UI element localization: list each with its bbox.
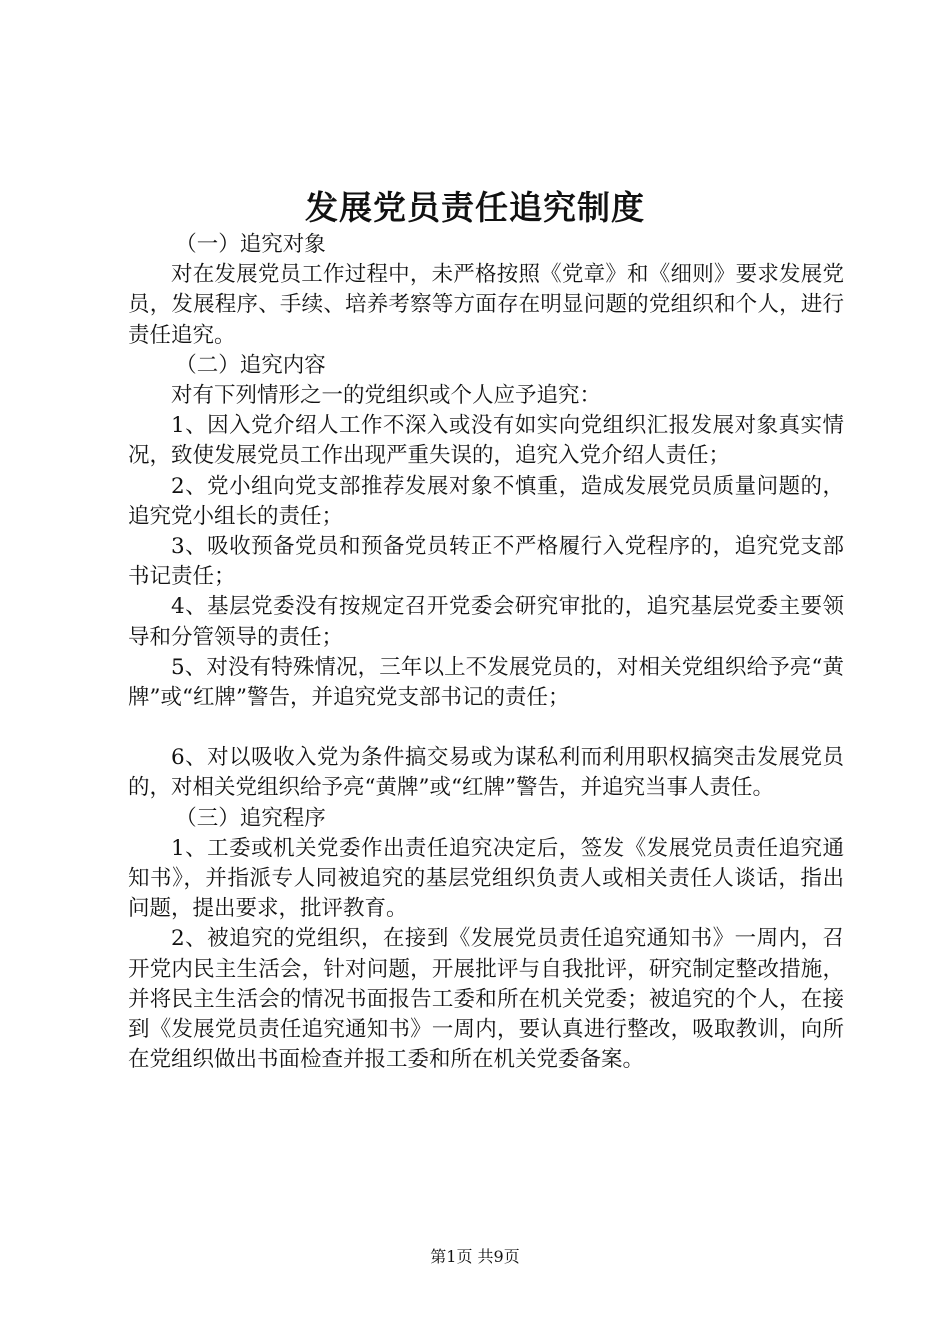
paragraph: 对有下列情形之一的党组织或个人应予追究： [171, 383, 602, 409]
document-body [128, 230, 844, 1075]
section-heading-3: （三）追究程序 [175, 805, 326, 831]
page-footer: 第1页 共9页 [430, 1247, 520, 1266]
list-item: 1、因入党介绍人工作不深入或没有如实向党组织汇报发展对象真实情况，致使发展党员工作出现严重失误的，追究入党介绍人责任； [128, 413, 844, 469]
list-item: 1、工委或机关党委作出责任追究决定后，签发《发展党员责任追究通知书》，并指派专人同被追究的基层党组织负责人或相关责任人谈话，指出问题，提出要求，批评教育。 [128, 835, 844, 922]
list-item: 5、对没有特殊情况，三年以上不发展党员的，对相关党组织给予亮“黄牌”或“红牌”警告，并追究党支部书记的责任； [128, 654, 844, 711]
section-heading-2: （二）追究内容 [175, 352, 326, 378]
paragraph: 对在发展党员工作过程中，未严格按照《党章》和《细则》要求发展党员，发展程序、手续、培养考察等方面存在明显问题的党组织和个人，进行责任追究。 [128, 262, 844, 348]
document-title: 发展党员责任追究制度 [305, 188, 645, 227]
section-heading-1: （一）追究对象 [175, 232, 326, 257]
list-item: 3、吸收预备党员和预备党员转正不严格履行入党程序的，追究党支部书记责任； [128, 534, 844, 590]
list-item: 4、基层党委没有按规定召开党委会研究审批的，追究基层党委主要领导和分管领导的责任； [128, 594, 844, 650]
list-item: 2、党小组向党支部推荐发展对象不慎重，造成发展党员质量问题的，追究党小组长的责任； [128, 473, 844, 529]
list-item: 2、被追究的党组织，在接到《发展党员责任追究通知书》一周内，召开党内民主生活会，针对问题，开展批评与自我批评，研究制定整改措施，并将民主生活会的情况书面报告工委和所在机关党委；被追究的个人，在接到《发展党员责任追究通知书》一周内，要认真进行整改，吸取教训，向所在党组织做出书面检查并报工委和所在机关党委备案。 [128, 926, 844, 1073]
list-item: 6、对以吸收入党为条件搞交易或为谋私利而利用职权搞突击发展党员的，对相关党组织给予亮“黄牌”或“红牌”警告，并追究当事人责任。 [128, 745, 844, 801]
